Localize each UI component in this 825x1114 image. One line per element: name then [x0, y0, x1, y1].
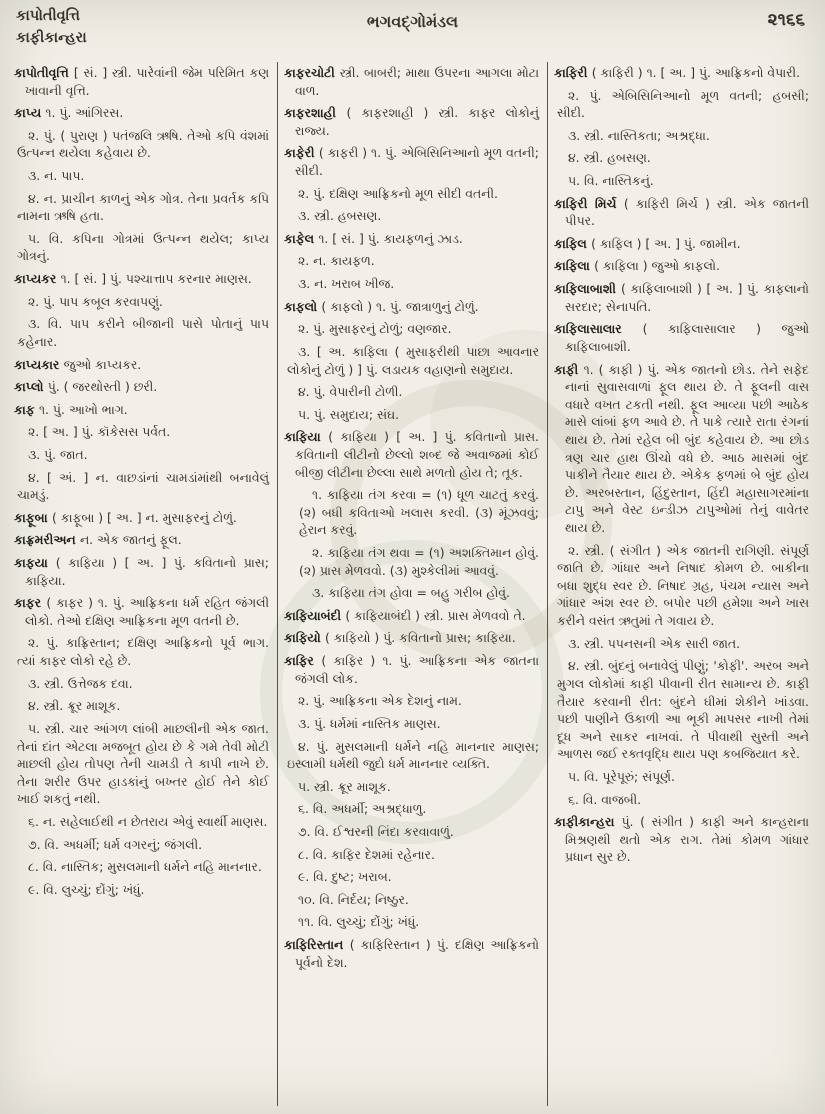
definition-text: ( કાફર ) ૧. પું. આફ્રિકના ધર્મ રહિત જંગલી લોકો. તેઓ દક્ષિણ આફ્રિકના મૂળ વતની છે. [25, 595, 269, 628]
page-header [0, 0, 825, 62]
definition-text: ૩. વિ. પાપ કરીને બીજાની પાસે પોતાનું પાપ કહેનાર. [17, 316, 269, 349]
headword: કાપ્લો [14, 379, 48, 395]
catchword-last-entry: કાફીકાન્હરા [16, 29, 87, 46]
dictionary-entry [14, 594, 269, 629]
headword: કાફર [14, 595, 47, 611]
definition-text: ૨. પું. દક્ષિણ આફ્રિકનો મૂળ સીદી વતની. [298, 185, 498, 201]
definition-text: ( કાફિલાબાશી ) [ અ. ] પું. કાફલાનો સરદાર; સેનાપતિ. [565, 281, 809, 314]
headword: કાપ્યકર [14, 271, 61, 287]
definition-text: ૬. વિ. વાજબી. [568, 791, 642, 807]
definition-text: ૨. [ અ. ] પું. કૉકેસસ પર્વત. [28, 424, 171, 440]
dictionary-sense [284, 343, 539, 378]
headword: કાફિલાસાલાર [554, 321, 643, 337]
catchword-first-entry: કાપોતીવૃત્તિ [16, 8, 80, 24]
headword: કાફયા [14, 555, 56, 571]
dictionary-sense [284, 913, 539, 931]
column-3 [547, 62, 817, 1106]
definition-text: ૧. [ સં. ] પું. કાયફળનું ઝાડ. [318, 230, 463, 246]
dictionary-entry [284, 428, 539, 481]
headword: કાફિર [284, 653, 322, 669]
headword: કાફલો [284, 298, 322, 314]
definition-text: ( કાફિયો ) પું. કવિતાનો પ્રાસ; કાફિયા. [325, 630, 516, 646]
definition-text: સ્ત્રી. બાબરી; માથા ઉપરના આગલા મોટા વાળ. [295, 65, 539, 98]
definition-text: ૨. પું. એબિસિનિઆનો મૂળ વતની; હબસી; સીદી. [557, 87, 809, 121]
dictionary-sense [284, 778, 539, 796]
headword: કાફરચોટી [284, 65, 340, 80]
dictionary-sense [284, 185, 539, 203]
dictionary-sense [284, 715, 539, 733]
definition-text: ૭. વિ. અધર્મી; ધર્મ વગરનું; જંગલી. [28, 836, 203, 852]
dictionary-entry [554, 235, 809, 253]
dictionary-entry [14, 270, 269, 288]
dictionary-sense [284, 868, 539, 886]
definition-text: ૩. ન. ખરાબ ખીજ. [298, 276, 395, 292]
dictionary-sense [284, 891, 539, 909]
dictionary-entry [284, 64, 539, 99]
headword: કાફરશાહી [284, 105, 347, 121]
definition-text: ૨. સ્ત્રી. ( સંગીત ) એક જાતની રાગિણી. સંપૂર્ણ જાતિ છે. ગાંધાર અને નિષાદ કોમળ છે. બાકીના બધા શુદ્ધ સ્વર છે. નિષાદ ગ્રહ, પંચમ ન્યાસ અને ગાંધાર અંશ સ્વર છે. બપોર પછી હમેશા અને ખાસ કરીને વસંત ઋતુમાં તે ગવાય છે. [557, 542, 809, 629]
definition-text: ૩. [ અ. કાફિલા ( મુસાફરીથી પાછા આવનાર લોકોનું ટોળું ) ] પું. લડાયક વહાણનો સમુદાય. [287, 343, 539, 377]
dictionary-sense [14, 230, 269, 265]
definition-text: ( કાફરી ) ૧. પું. એબિસિનિઆનો મૂળ વતની; સીદી. [295, 145, 539, 179]
dictionary-entry [14, 378, 269, 396]
definition-text: ૩. સ્ત્રી. હબસણ. [298, 208, 382, 224]
dictionary-entry [284, 230, 539, 248]
dictionary-entry [14, 104, 269, 122]
definition-text: ( કાફિલા ) જુઓ કાફલો. [594, 258, 720, 274]
headword: કાફેલ [284, 230, 319, 246]
headword: કાફ્રમરીઅન [14, 532, 80, 548]
definition-text: ૨. ન. કાયફળ. [298, 253, 375, 269]
dictionary-entry [284, 298, 539, 316]
headword: કાફી [554, 361, 584, 377]
dictionary-sense [284, 486, 539, 539]
definition-text: ૮. વિ. કાફિર દેશમાં રહેનાર. [298, 846, 435, 862]
dictionary-entry [14, 509, 269, 527]
definition-text: ( કાફરશાહી ) સ્ત્રી. કાફર લોકોનું રાજ્ય. [295, 105, 540, 138]
headword: કાફિલ [554, 235, 592, 251]
definition-text: ( કાફલો ) ૧. પું. જાત્રાળુનું ટોળું. [321, 298, 479, 314]
definition-text: ૫. વિ. પૂરેપૂરું; સંપૂર્ણ. [568, 768, 675, 784]
definition-text: ૧૧. વિ. લુચ્ચું; દોંગું; ખંધું. [298, 914, 420, 930]
dictionary-entry [554, 64, 809, 82]
definition-text: ( કાફિયા ) [ અ. ] પું. કવિતાનો પ્રાસ. કવિતાની લીટીનો છેલ્લો શબ્દ જે અવાજમાં કોઈ બીજી લીટીના છેલ્લા સાથે મળતો હોય તે; તૂક. [295, 429, 539, 480]
definition-text: ૪. પું. વેપારીની ટોળી. [298, 384, 403, 400]
dictionary-sense [284, 738, 539, 773]
definition-text: ૬. વિ. અધર્મી; અશ્રદ્ધાળુ. [298, 801, 427, 817]
headword: કાફિયા [284, 429, 329, 445]
definition-text: ૩. પું. જાત. [28, 446, 88, 462]
definition-text: ૮. વિ. નાસ્તિક; મુસલમાની ધર્મને નહિ માનનાર. [28, 859, 262, 875]
dictionary-entry [284, 607, 539, 625]
dictionary-sense [554, 87, 809, 122]
headword: કાફિલાબાશી [554, 281, 621, 297]
definition-text: ૧. પું. આખો ભાગ. [38, 401, 128, 417]
headword: કાપ્યકાર [14, 356, 64, 372]
page-number: ૨૧૬૬ [767, 10, 805, 30]
dictionary-entry [554, 280, 809, 315]
dictionary-entry [554, 195, 809, 230]
column-1 [8, 62, 277, 1106]
definition-text: ( કાફિરિસ્તાન ) પું. દક્ષિણ આફ્રિકનો પૂર્વનો દેશ. [295, 936, 539, 970]
dictionary-sense [284, 252, 539, 270]
dictionary-sense [554, 127, 809, 145]
definition-text: જુઓ કાપ્યકર. [63, 356, 142, 372]
dictionary-sense [14, 813, 269, 831]
dictionary-entry [14, 401, 269, 419]
definition-text: ૪. સ્ત્રી. બુંદનું બનાવેલું પીણું; 'કોફી'. અરબ અને મુગલ લોકોમાં કાફી પીવાની રીત સામાન્ય છે. કાફી તૈયાર કરવાની રીત: બુંદને ઘીમાં શેકીને ખાંડવા. પછી પાણીને ઉકાળી આ ભૂકી માપસર નાખી તેમાં દૂધ અને સાકર નાખવાં. તે પીવાથી સુસ્તી અને આળસ જઈ રક્તવૃદ્ધિ થાય પણ કબજિયાત કરે. [557, 658, 809, 762]
dictionary-sense [284, 275, 539, 293]
headword: કાફૂબા [14, 509, 52, 525]
dictionary-sense [284, 544, 539, 579]
dictionary-sense [554, 172, 809, 190]
dictionary-entry [14, 531, 269, 549]
definition-text: ૪. સ્ત્રી. ક્રૂર માશૂક. [28, 698, 121, 714]
dictionary-sense [14, 697, 269, 715]
dictionary-sense [14, 836, 269, 854]
dictionary-sense [14, 190, 269, 225]
dictionary-sense [554, 542, 809, 630]
definition-text: ૨. કાફિયા તંગ થવા = (૧) અશક્તિમાન હોવું. (૨) પ્રાસ મેળવવો. (૩) મુશ્કેલીમાં આવવું. [299, 545, 539, 578]
definition-text: ૧. ( કાફી ) પું. એક જાતનો છોડ. તેને સફેદ નાનાં સુવાસવાળાં ફૂલ થાય છે. તે ફૂલની વાસ વધારે વખત ટકતી નથી. ફૂલ આવ્યા પછી આઠેક માસે લાંબાં ફળ આવે છે. તે પાકે ત્યારે રાતા રંગનાં થાય છે. તેમાં રહેલ બી બુંદ કહેવાય છે. આ છોડ ત્રણ ચાર હાથ ઊંચો વધે છે. આઠ માસમાં બુંદ પાકીને તૈયાર થાય છે. એકેક ફળમાં બે બુંદ હોય છે. અરબસ્તાન, હિંદુસ્તાન, હિંદી મહાસાગરમાંના ટાપુ અને વેસ્ટ ઇન્ડીઝ ટાપુઓમાં તેનું વાવેતર થાય છે. [565, 361, 809, 536]
headword: કાફેરી [284, 145, 319, 161]
definition-text: ૫. પું. સમુદાય; સંઘ. [298, 406, 400, 422]
definition-text: ( કાફિયાબંદી ) સ્ત્રી. પ્રાસ મેળવવો તે. [345, 607, 526, 623]
dictionary-sense [14, 675, 269, 693]
column-2 [277, 62, 547, 1106]
definition-text: ( કાફિરી ) ૧. [ અ. ] પું. આફ્રિકનો વેપારી. [591, 65, 801, 80]
dictionary-entry [554, 257, 809, 275]
dictionary-entry [554, 320, 809, 355]
definition-text: ૨. પું. આફ્રિકના એક દેશનું નામ. [298, 693, 462, 709]
dictionary-sense [14, 293, 269, 311]
definition-text: ૨. પું. કાફ્રિસ્તાન; દક્ષિણ આફ્રિકનો પૂર્વ ભાગ. ત્યાં કાફર લોકો રહે છે. [17, 635, 269, 669]
dictionary-sense [14, 446, 269, 464]
dictionary-entry [284, 144, 539, 179]
headword: કાપ્ય [14, 105, 46, 121]
definition-text: ૫. વિ. કપિના ગોત્રમાં ઉત્પન્ન થયેલ; કાપ્ય ગોત્રનું. [17, 230, 269, 264]
definition-text: ૨. પું. ( પુરાણ ) પતંજલિ ઋષિ. તેઓ કપિ વંશમાં ઉત્પન્ન થયેલા કહેવાય છે. [17, 127, 269, 161]
headword: કાફિરિસ્તાન [284, 936, 350, 952]
definition-text: ૩. પું. ધર્મમાં નાસ્તિક માણસ. [298, 715, 441, 731]
definition-text: [ સં. ] સ્ત્રી. પારેવાંની જેમ પરિમિત કણ ખાવાની વૃત્તિ. [25, 65, 270, 98]
dictionary-sense [554, 149, 809, 167]
definition-text: પું. ( જરથોસ્તી ) છરી. [47, 379, 158, 395]
definition-text: ૩. સ્ત્રી. નાસ્તિકતા; અશ્રદ્ધા. [568, 127, 710, 143]
headword: કાફિરી [554, 65, 592, 80]
dictionary-sense [554, 635, 809, 653]
dictionary-sense [284, 692, 539, 710]
dictionary-sense [14, 634, 269, 669]
definition-text: પું. ( સંગીત ) કાફી અને કાન્હરાના મિશ્રણથી થતો એક રાગ. તેમાં કોમળ ગાંધાર પ્રધાન સુર છે. [565, 814, 809, 865]
dictionary-entry [284, 936, 539, 971]
definition-text: ૩. સ્ત્રી. ઉત્તેજક દવા. [28, 675, 133, 691]
dictionary-entry [554, 361, 809, 537]
headword: કાફિરી મિર્ચ [554, 195, 624, 211]
dictionary-entry [14, 356, 269, 374]
definition-text: ૯. વિ. લુચ્ચું; દોંગું; ખંધું. [28, 881, 145, 897]
headword: કાફિયો [284, 630, 325, 646]
dictionary-sense [14, 720, 269, 808]
definition-text: ૬. ન. સહેલાઈથી ન છેતરાય એવું સ્વાર્થી માણસ. [28, 813, 268, 829]
definition-text: ૨. પું. પાપ કબૂલ કરવાપણું. [28, 293, 163, 309]
definition-text: ૧૦. વિ. નિર્દય; નિષ્ઠુર. [298, 891, 409, 907]
definition-text: ૪. સ્ત્રી. હબસણ. [568, 150, 651, 166]
dictionary-sense [14, 167, 269, 185]
columns-container [8, 62, 817, 1106]
definition-text: ૨. પું. મુસાફરનું ટોળું; વણજાર. [298, 321, 452, 337]
dictionary-entry [14, 64, 269, 99]
definition-text: ( કાફિર ) ૧. પું. આફ્રિકના એક જાતના જંગલી લોક. [295, 653, 539, 686]
definition-text: ૫. સ્ત્રી. ક્રૂર માશૂક. [298, 778, 391, 794]
definition-text: ( કાફિલાસાલાર ) જુઓ કાફિલાબાશી. [565, 321, 810, 354]
dictionary-sense [554, 657, 809, 763]
dictionary-entry [14, 554, 269, 589]
definition-text: ૫. વિ. નાસ્તિકનું. [568, 173, 654, 189]
dictionary-entry [284, 652, 539, 687]
dictionary-sense [284, 846, 539, 864]
definition-text: ૩. સ્ત્રી. પપનસની એક સારી જાત. [568, 635, 741, 651]
dictionary-entry [554, 813, 809, 866]
definition-text: ( કાફિરી મિર્ચ ) સ્ત્રી. એક જાતની પીપર. [565, 195, 810, 229]
dictionary-sense [14, 127, 269, 162]
dictionary-sense [284, 320, 539, 338]
definition-text: ૯. વિ. દુષ્ટ; ખરાબ. [298, 869, 392, 885]
dictionary-sense [284, 406, 539, 424]
definition-text: ૧. કાફિયા તંગ કરવા = (૧) ધૂળ ચાટતું કરવું. (૨) બધી કવિતાઓ ખલાસ કરવી. (૩) મૂંઝવવું; હેરાન કરવું. [299, 487, 539, 538]
definition-text: ૪. [ અં. ] ન. વાછડાંનાં ચામડાંમાંથી બનાવેલું ચામડું. [17, 469, 269, 503]
definition-text: ( કાફિલ ) [ અ. ] પું. જામીન. [591, 235, 741, 251]
dictionary-sense [284, 584, 539, 602]
dictionary-sense [554, 768, 809, 786]
dictionary-sense [284, 207, 539, 225]
dictionary-entry [284, 104, 539, 139]
dictionary-sense [284, 823, 539, 841]
definition-text: ૩. ન. પાપ. [28, 168, 85, 184]
dictionary-sense [554, 791, 809, 809]
headword: કાફિયાબંદી [284, 607, 346, 623]
definition-text: ( કાફિયા ) [ અ. ] પું. કવિતાનો પ્રાસ; કાફિયા. [25, 555, 269, 588]
definition-text: ન. એક જાતનું ફૂલ. [79, 532, 182, 548]
dictionary-sense [284, 383, 539, 401]
definition-text: ૩. કાફિયા તંગ હોવા = બહુ ગરીબ હોવું. [312, 585, 510, 601]
dictionary-sense [14, 469, 269, 504]
definition-text: ૧. [ સં. ] પું. પશ્ચાત્તાપ કરનાર માણસ. [60, 271, 252, 287]
definition-text: ૧. પું. આંગિરસ. [45, 105, 124, 121]
headword: કાફીકાન્હરા [554, 814, 622, 830]
headword: કાફિલા [554, 258, 595, 274]
definition-text: ૪. પું. મુસલમાની ધર્મને નહિ માનનાર માણસ; ઇસ્લામી ધર્મથી જુદો ધર્મ માનનાર વ્યક્તિ. [287, 738, 539, 772]
dictionary-sense [14, 881, 269, 899]
headword: કાપોતીવૃત્તિ [14, 65, 74, 80]
dictionary-entry [284, 629, 539, 647]
definition-text: ૪. ન. પ્રાચીન કાળનું એક ગોત્ર. તેના પ્રવર્તક કપિ નામના ઋષિ હતા. [17, 190, 269, 224]
dictionary-sense [14, 423, 269, 441]
definition-text: ૫. સ્ત્રી. ચાર આંગળ લાંબી માછલીની એક જાત. તેનાં દાંત એટલા મજબૂત હોય છે કે ગમે તેવી મોટી માછલી હોય તોપણ તેની ચામડી તે કાપી નાખે છે. તેના શરીર ઉપર હાડકાંનું બખ્તર હોઈ તેને કોઈ ખાઈ શકતું નથી. [17, 720, 269, 807]
headword: કાફ [14, 401, 39, 417]
dictionary-sense [14, 315, 269, 350]
dictionary-sense [14, 858, 269, 876]
page-title: ભગવદ્ગોમંડલ [366, 12, 459, 31]
dictionary-sense [284, 800, 539, 818]
definition-text: ૭. વિ. ઈશ્વરની નિંદા કરવાવાળું. [298, 823, 454, 839]
definition-text: ( કાફૂબા ) [ અ. ] ન. મુસાફરનું ટોળું. [51, 509, 237, 525]
